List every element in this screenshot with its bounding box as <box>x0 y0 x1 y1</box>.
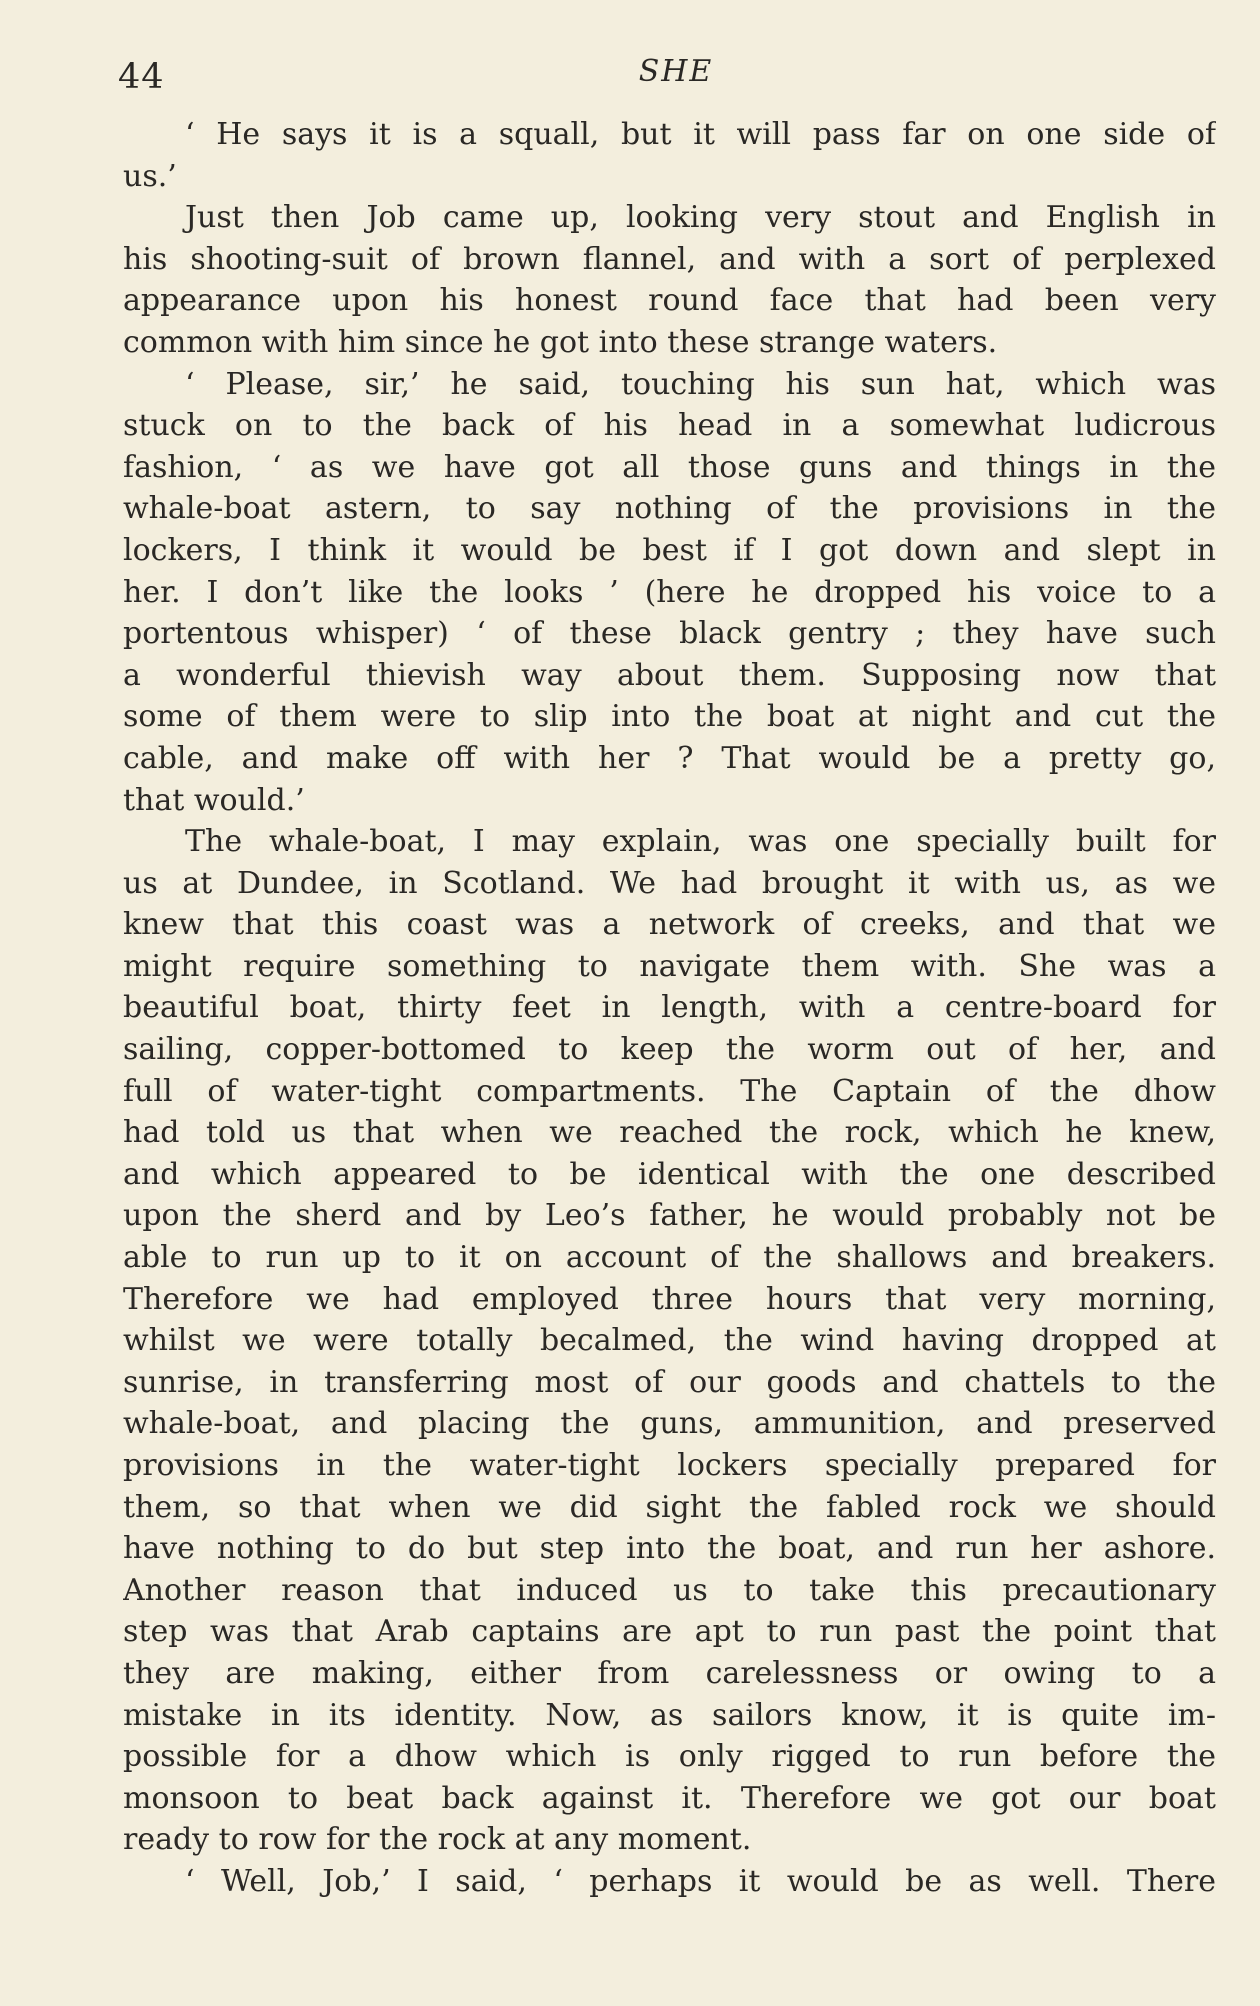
text-line: had told us that when we reached the rock, which he knew, <box>123 1115 1216 1151</box>
page-header <box>118 54 1214 100</box>
text-line: whale-boat, and placing the guns, ammunition, and preserved <box>123 1406 1216 1442</box>
text-line: sunrise, in transferring most of our goods and chattels to the <box>123 1364 1216 1400</box>
text-line: step was that Arab captains are apt to run past the point that <box>123 1614 1216 1650</box>
text-line: possible for a dhow which is only rigged to run before the <box>123 1739 1216 1775</box>
text-line: cable, and make off with her ? That would be a pretty go, <box>123 740 1216 776</box>
text-line: us.’ <box>123 158 177 194</box>
text-line: appearance upon his honest round face that had been very <box>123 283 1216 319</box>
text-line: whale-boat astern, to say nothing of the provisions in the <box>123 491 1216 527</box>
text-line: Just then Job came up, looking very stout and English in <box>185 200 1216 236</box>
text-line: ‘ He says it is a squall, but it will pass far on one side of <box>185 117 1216 152</box>
text-line: have nothing to do but step into the boat, and run her ashore. <box>123 1531 1216 1567</box>
text-line: monsoon to beat back against it. Therefore we got our boat <box>123 1780 1216 1816</box>
text-line: ‘ Please, sir,’ he said, touching his sun hat, which was <box>185 366 1216 402</box>
text-line: beautiful boat, thirty feet in length, with a centre-board for <box>123 990 1216 1026</box>
text-line: knew that this coast was a network of creeks, and that we <box>123 907 1216 943</box>
text-line: The whale-boat, I may explain, was one specially built for <box>185 824 1216 860</box>
text-line: Therefore we had employed three hours that very morning, <box>123 1281 1216 1317</box>
text-line: full of water-tight compartments. The Captain of the dhow <box>123 1073 1216 1109</box>
text-line: portentous whisper) ‘ of these black gentry ; they have such <box>123 616 1216 652</box>
text-line: ready to row for the rock at any moment. <box>123 1822 752 1858</box>
text-line: a wonderful thievish way about them. Supposing now that <box>123 657 1216 693</box>
text-line: they are making, either from carelessness or owing to a <box>123 1655 1216 1691</box>
running-title: SHE <box>638 54 714 89</box>
text-line: fashion, ‘ as we have got all those guns and things in the <box>123 449 1216 485</box>
text-line: whilst we were totally becalmed, the wind having dropped at <box>123 1323 1216 1359</box>
text-line: some of them were to slip into the boat at night and cut the <box>123 699 1216 735</box>
text-line: lockers, I think it would be best if I got down and slept in <box>123 532 1216 568</box>
body-text <box>123 114 1216 1903</box>
text-line: and which appeared to be identical with the one described <box>123 1156 1216 1192</box>
text-line: us at Dundee, in Scotland. We had brought it with us, as we <box>123 865 1216 901</box>
text-line: them, so that when we did sight the fabled rock we should <box>123 1489 1216 1525</box>
text-line: common with him since he got into these strange waters. <box>123 324 998 360</box>
text-line: his shooting-suit of brown flannel, and with a sort of perplexed <box>123 241 1216 277</box>
text-line: able to run up to it on account of the shallows and breakers. <box>123 1240 1216 1276</box>
text-line: provisions in the water-tight lockers specially prepared for <box>123 1448 1216 1483</box>
page-number: 44 <box>118 57 165 97</box>
text-line: might require something to navigate them with. She was a <box>123 948 1216 984</box>
text-line: stuck on to the back of his head in a somewhat ludicrous <box>123 408 1216 444</box>
text-line: ‘ Well, Job,’ I said, ‘ perhaps it would be as well. There <box>185 1863 1216 1899</box>
text-line: mistake in its identity. Now, as sailors know, it is quite im- <box>123 1697 1216 1733</box>
text-line: upon the sherd and by Leo’s father, he would probably not be <box>123 1198 1216 1234</box>
text-line: her. I don’t like the looks ’ (here he dropped his voice to a <box>123 574 1216 610</box>
text-line: that would.’ <box>123 782 305 818</box>
text-line: Another reason that induced us to take this precautionary <box>123 1572 1216 1608</box>
text-line: sailing, copper-bottomed to keep the worm out of her, and <box>123 1032 1216 1068</box>
